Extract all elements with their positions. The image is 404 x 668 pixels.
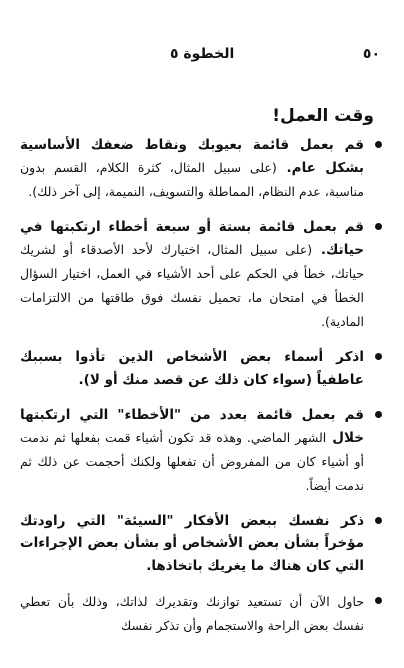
bullet-lead-text: قم بعمل قائمة بستة أو سبعة أخطاء ارتكبتها في حياتك. <box>20 219 364 258</box>
bullet-dot-icon <box>375 597 382 604</box>
bullet-detail-text: (على سبيل المثال، اختيارك لأحد الأصدقاء أو لشريك حياتك، خطأ في الحكم على أحد الأشياء في العمل، اختيار السؤال الخطأ في امتحان ما، تحميل نفسك فوق طاقتها من الالتزامات المادية). <box>20 242 364 329</box>
bullet-dot-icon <box>375 223 382 230</box>
bullet-dot-icon <box>375 141 382 148</box>
bullet-lead-text: ذكر نفسك ببعض الأفكار "السيئة" التي راودتك مؤخراً بشأن بعض الأشخاص أو بشأن بعض الإجراءات التي كان هناك ما يغريك باتخاذها. <box>20 513 364 574</box>
bullet-detail-text: (على سبيل المثال، كثرة الكلام، القسم بدون مناسبة، عدم النظام، المماطلة والتسويف، النميمة، إلى آخر ذلك). <box>20 160 364 199</box>
list-item <box>20 510 382 578</box>
bullet-lead-text: قم بعمل قائمة بعدد من "الأخطاء" التي ارتكبتها خلال <box>20 407 364 446</box>
bullet-detail-text: الشهر الماضي. وهذه قد تكون أشياء قمت بفعلها ثم ندمت أو أشياء كان من المفروض أن تفعلها ولكنك أحجمت عن ذلك ثم ندمت أيضاً. <box>20 430 364 493</box>
bullet-lead-text: اذكر أسماء بعض الأشخاص الذين تأذوا بسببك عاطفياً (سواء كان ذلك عن قصد منك أو لا). <box>20 349 364 388</box>
bullet-detail-text: حاول الآن أن تستعيد توازنك وتقديرك لذاتك، وذلك بأن تعطي نفسك بعض الراحة والاستجمام وأن تذكر نفسك <box>20 594 364 633</box>
list-item <box>20 216 382 334</box>
bullet-dot-icon <box>375 411 382 418</box>
section-title: وقت العمل! <box>272 106 374 126</box>
bullet-dot-icon <box>375 353 382 360</box>
list-item <box>20 404 382 498</box>
list-item <box>20 346 382 392</box>
list-item <box>20 590 382 638</box>
bullet-lead-text: قم بعمل قائمة بعيوبك ونقاط ضعفك الأساسية بشكل عام. <box>20 137 364 176</box>
running-header: الخطوة ٥ <box>170 46 235 62</box>
bullet-dot-icon <box>375 517 382 524</box>
page-number: ٥٠ <box>362 46 380 62</box>
list-item <box>20 134 382 204</box>
bullet-list <box>20 134 382 650</box>
